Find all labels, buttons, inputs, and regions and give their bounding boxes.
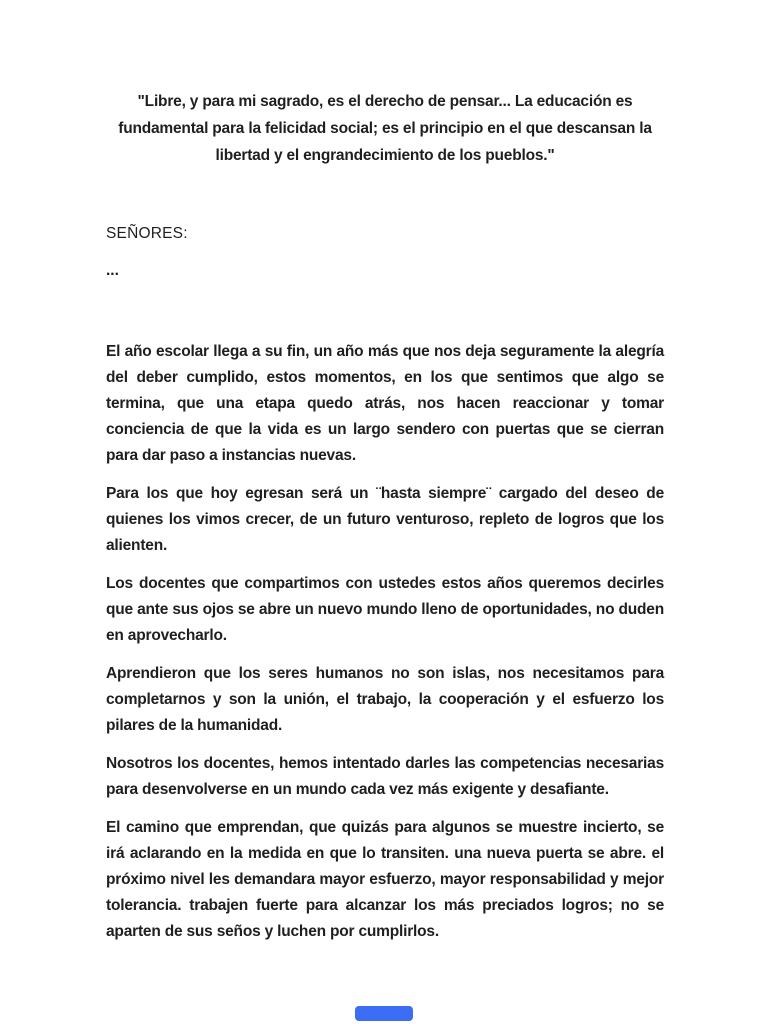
opening-quote: "Libre, y para mi sagrado, es el derecho de pensar... La educación es fundamental para la felicidad social; es el principio en el que descansan la libertad y el engrandecimiento de los pueblos." xyxy=(118,93,652,164)
paragraph-school-year-ends: El año escolar llega a su fin, un año más que nos deja seguramente la alegría del deber cumplido, estos momentos, en los que sentimos que algo se termina, que una etapa quedo atrás, nos hacen reaccionar y tomar conciencia de que la vida es un largo sendero con puertas que se cierran para dar paso a instancias nuevas. xyxy=(106,343,664,464)
paragraph-hasta-siempre: Para los que hoy egresan será un ¨hasta siempre¨ cargado del deseo de quienes los vimos crecer, de un futuro venturoso, repleto de logros que los alienten. xyxy=(106,485,664,554)
scribd-badge[interactable] xyxy=(355,1006,413,1021)
paragraph-el-camino: El camino que emprendan, que quizás para algunos se muestre incierto, se irá aclarando en la medida en que lo transiten. una nueva puerta se abre. el próximo nivel les demandara mayor esfuerzo, mayor responsabilidad y mejor tolerancia. trabajen fuerte para alcanzar los más preciados logros; no se aparten de sus seños y luchen por cumplirlos. xyxy=(106,819,664,940)
salutation: SEÑORES: xyxy=(106,225,188,242)
paragraph-seres-humanos: Aprendieron que los seres humanos no son islas, nos necesitamos para completarnos y son la unión, el trabajo, la cooperación y el esfuerzo los pilares de la humanidad. xyxy=(106,665,664,734)
paragraph-competencias: Nosotros los docentes, hemos intentado darles las competencias necesarias para desenvolverse en un mundo cada vez más exigente y desafiante. xyxy=(106,755,664,798)
ellipsis-line: ... xyxy=(106,262,119,279)
paragraph-docentes-decirles: Los docentes que compartimos con ustedes estos años queremos decirles que ante sus ojos se abre un nuevo mundo lleno de oportunidades, no duden en aprovecharlo. xyxy=(106,575,664,644)
